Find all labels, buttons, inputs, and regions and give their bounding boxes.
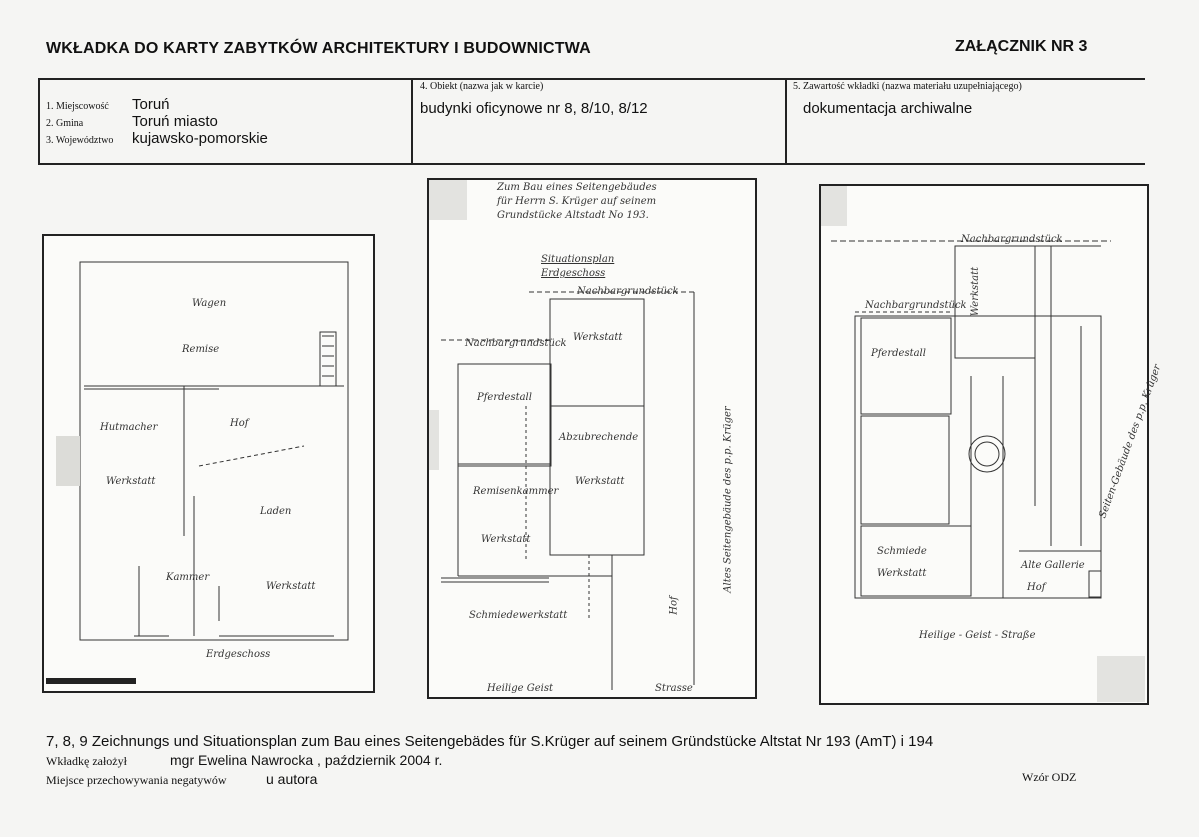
label-remisenkammer: Remisenkammer [473,486,559,497]
heading-line-1: Zum Bau eines Seitengebäudes [497,182,657,193]
label-hutmacher: Hutmacher [100,422,158,433]
label-wagen: Wagen [192,298,227,309]
label-nachbar-left: Nachbargrundstück [465,338,567,349]
table-divider-1 [411,78,413,165]
label-seitengebaeude: Seiten-Gebäude des p.p. Krüger [1097,363,1164,520]
plan-title: Situationsplan [541,254,615,265]
drawing-right [819,184,1164,705]
floor-plan-right [821,186,1147,703]
label-laden: Laden [260,506,292,517]
drawing-middle [427,178,757,699]
table-top-border [38,78,1145,80]
label-werkstatt-top: Werkstatt [970,266,982,317]
storage-row [46,771,317,789]
wojewodztwo-value: kujawsko-pomorskie [132,130,268,147]
drawing-left [42,234,375,693]
label-pferdestall: Pferdestall [477,392,532,403]
label-hof: Hof [1027,582,1046,593]
miejscowosc-label: 1. Miejscowość [46,101,109,112]
storage-label: Miejsce przechowywania negatywów [46,773,227,787]
miejscowosc-value: Toruń [132,96,170,113]
label-erdgeschoss: Erdgeschoss [206,649,271,660]
label-hof: Hof [668,596,680,615]
table-left-border [38,78,40,165]
label-kammer: Kammer [166,572,210,583]
label-alte-gallerie: Alte Gallerie [1021,560,1085,571]
author-row [46,752,442,770]
label-nachbar-top: Nachbargrundstück [577,286,679,297]
form-code: Wzór ODZ [1022,770,1077,784]
contents-value: dokumentacja archiwalne [803,100,973,117]
label-heilige-geist: Heilige Geist [487,683,553,694]
plan-subtitle: Erdgeschoss [541,268,606,279]
contents-label: 5. Zawartość wkładki (nazwa materiału uzupełniającego) [793,81,1022,92]
author-label: Wkładkę założył [46,754,127,768]
label-abzubrechende: Abzubrechende [559,432,639,443]
label-strasse: Strasse [655,683,693,694]
table-bottom-border [38,163,1145,165]
label-werkstatt-2: Werkstatt [266,581,316,592]
heading-line-3: Grundstücke Altstadt No 193. [497,210,649,221]
author-value: mgr Ewelina Nawrocka , październik 2004 r. [170,752,443,768]
label-werkstatt-top: Werkstatt [573,332,623,343]
label-hof: Hof [230,418,249,429]
gmina-value: Toruń miasto [132,113,218,130]
table-divider-2 [785,78,787,165]
object-label: 4. Obiekt (nazwa jak w karcie) [420,81,544,92]
drawing-description: 7, 8, 9 Zeichnungs und Situationsplan zum Bau eines Seitengebädes für S.Krüger auf seinem Gründstücke Altstat Nr 193 (AmT) i 194 [46,733,934,750]
label-remise: Remise [182,344,220,355]
label-werkstatt-mid: Werkstatt [575,476,625,487]
annex-number: ZAŁĄCZNIK NR 3 [955,38,1088,55]
location-cell [46,96,268,147]
label-alt-seitengebaeude: Altes Seitengebäude des p.p. Krüger [722,406,734,593]
label-werkstatt-1: Werkstatt [106,476,156,487]
gmina-label: 2. Gmina [46,118,84,129]
object-value: budynki oficynowe nr 8, 8/10, 8/12 [420,100,648,117]
form-title: WKŁADKA DO KARTY ZABYTKÓW ARCHITEKTURY I BUDOWNICTWA [46,40,591,57]
heading-line-2: für Herrn S. Krüger auf seinem [497,196,657,207]
label-schmiede: Schmiede [877,546,927,557]
label-street: Heilige - Geist - Straße [919,630,1036,641]
wojewodztwo-label: 3. Województwo [46,135,114,146]
storage-value: u autora [266,771,318,787]
label-nachbar-left: Nachbargrundstück [865,300,967,311]
label-werkstatt-low: Werkstatt [481,534,531,545]
label-schmiede: Schmiedewerkstatt [469,610,568,621]
label-pferdestall: Pferdestall [871,348,926,359]
label-werkstatt-low: Werkstatt [877,568,927,579]
label-nachbar-top: Nachbargrundstück [961,234,1063,245]
